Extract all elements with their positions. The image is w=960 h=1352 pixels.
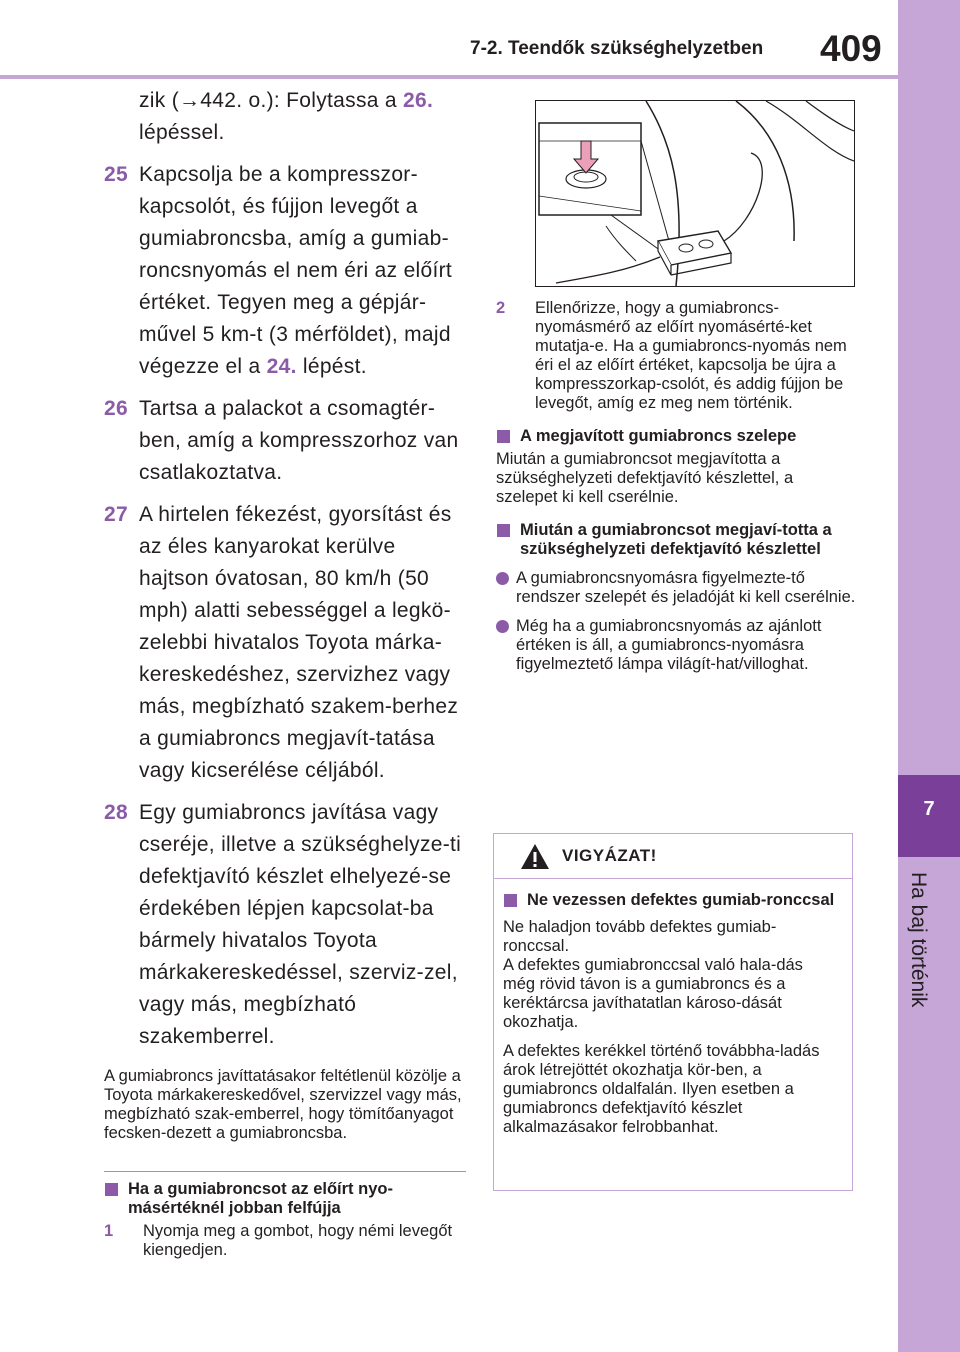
warning-header (494, 834, 852, 879)
bullet-text: Még ha a gumiabroncsnyomás az ajánlott értéken is áll, a gumiabroncs-nyomásra figyelmeztető lámpa világít-hat/villoghat. (516, 617, 822, 673)
step-ref: 24. (266, 355, 297, 378)
step-26 (104, 393, 466, 489)
intro-text (104, 85, 466, 149)
step-text: A hirtelen fékezést, gyorsítást és az éles kanyarokat kerülve hajtson óvatosan, 80 km/h (50 mph) alatti sebességgel a legkö-zelebbi hivatalos Toyota márka-kereskedéshez, szervizhez vagy más, megbízható szakem-berhez a gumiabroncs megjavít-tatása vagy kicserélése céljából. (139, 503, 459, 782)
heading-text: A megjavított gumiabroncs szelepe (520, 427, 797, 445)
page-number: 409 (820, 28, 882, 69)
step-number: 26 (104, 397, 128, 420)
sub-step-number: 1 (104, 1222, 114, 1240)
step-number: 28 (104, 801, 128, 824)
chapter-title: Ha baj történik (907, 872, 930, 1008)
round-bullet-icon (496, 572, 509, 585)
round-bullet-icon (496, 620, 509, 633)
step-text: Egy gumiabroncs javítása vagy cseréje, illetve a szükséghelyze-ti defektjavító készlet elhelyezé-se érdekében lépjen kapcsolat-ba bármely hivatalos Toyota márkakereskedéssel, szerviz-zel, vagy más, megbízható szakemberrel. (139, 801, 462, 1048)
warning-triangle-icon (520, 843, 550, 870)
list-item (496, 617, 856, 674)
warning-body (494, 879, 852, 1137)
after-repair-heading (496, 521, 856, 559)
chapter-side-bar (898, 0, 960, 1352)
step-number: 25 (104, 163, 128, 186)
square-bullet-icon (504, 894, 517, 907)
heading-text: Miután a gumiabroncsot megjaví-totta a szükséghelyzeti defektjavító készlettel (520, 521, 832, 558)
sub-step-1 (104, 1222, 466, 1260)
valve-heading (496, 427, 856, 446)
square-bullet-icon (105, 1183, 118, 1196)
step-28 (104, 797, 466, 1053)
warning-heading (503, 891, 838, 910)
compressor-diagram-icon (536, 101, 854, 286)
right-column (496, 295, 856, 674)
intro-step-ref: 26. (403, 89, 434, 112)
intro-line2: lépéssel. (139, 121, 225, 144)
bullet-text: A gumiabroncsnyomásra figyelmezte-tő rendszer szelepét és jeladóját ki kell cserélnie. (516, 569, 856, 606)
section-separator (104, 1171, 466, 1172)
step-27 (104, 499, 466, 787)
warning-title: VIGYÁZAT! (562, 846, 657, 865)
list-item (496, 569, 856, 607)
chapter-number: 7 (923, 798, 935, 820)
sub-step-text: Ellenőrizze, hogy a gumiabroncs-nyomásmérő az előírt nyomásérté-ket mutatja-e. Ha a gumiabroncs-nyomás nem éri el az előírt értéket, kapcsolja be újra a kompresszorkap-csolót, és addig fújjon be levegőt, amíg ez meg nem történik. (535, 299, 847, 412)
step-text: Tartsa a palackot a csomagtér-ben, amíg a kompresszorhoz van csatlakoztatva. (139, 397, 459, 484)
warning-paragraph-1: Ne haladjon tovább defektes gumiab-ronccsal. A defektes gumiabronccsal való hala-dás még rövid távon is a gumiabroncs és a keréktárcsa javíthatatlan károso-dását okozhatja. (503, 918, 803, 1031)
intro-line1: zik (→442. o.): Folytassa a (139, 89, 403, 112)
header-divider (0, 75, 898, 79)
heading-text: Ha a gumiabroncsot az előírt nyo-másértéknél jobban felfújja (128, 1180, 393, 1217)
square-bullet-icon (497, 430, 510, 443)
compressor-illustration (535, 100, 855, 287)
step-text: Kapcsolja be a kompresszor-kapcsolót, és fújjon levegőt a gumiabroncsba, amíg a gumiab-roncsnyomás el nem éri az előírt értéket. Tegyen meg a gépjár-művel 5 km-t (3 mérföldet), majd végezze el a (139, 163, 453, 378)
sub-step-2 (496, 299, 856, 413)
valve-text: Miután a gumiabroncsot megjavította a szükséghelyzeti defektjavító készlettel, a szelepet ki kell cserélnie. (496, 450, 794, 506)
square-bullet-icon (497, 524, 510, 537)
repair-note: A gumiabroncs javíttatásakor feltétlenül közölje a Toyota márkakereskedővel, szervizzel vagy más, megbízható szak-emberrel, hogy tömítőanyagot fecsken-dezett a gumiabroncsba. (104, 1067, 462, 1142)
chapter-title-wrap (906, 872, 946, 1008)
sub-step-text: Nyomja meg a gombot, hogy némi levegőt kiengedjen. (143, 1222, 453, 1259)
warning-box (493, 833, 853, 1191)
heading-text: Ne vezessen defektes gumiab-ronccsal (527, 891, 835, 909)
overinflation-heading (104, 1180, 466, 1218)
step-text-end: lépést. (296, 355, 367, 378)
warning-paragraph-2: A defektes kerékkel történő továbbha-ladás árok létrejöttét okozhatja kör-ben, a gumiabroncs oldalfalán. Ilyen esetben a gumiabroncs defektjavító készlet alkalmazásakor felrobbanhat. (503, 1042, 820, 1136)
sub-step-number: 2 (496, 299, 506, 317)
section-title: 7-2. Teendők szükséghelyzetben (470, 38, 764, 59)
step-number: 27 (104, 503, 128, 526)
step-25 (104, 159, 466, 383)
left-column (104, 85, 466, 1260)
